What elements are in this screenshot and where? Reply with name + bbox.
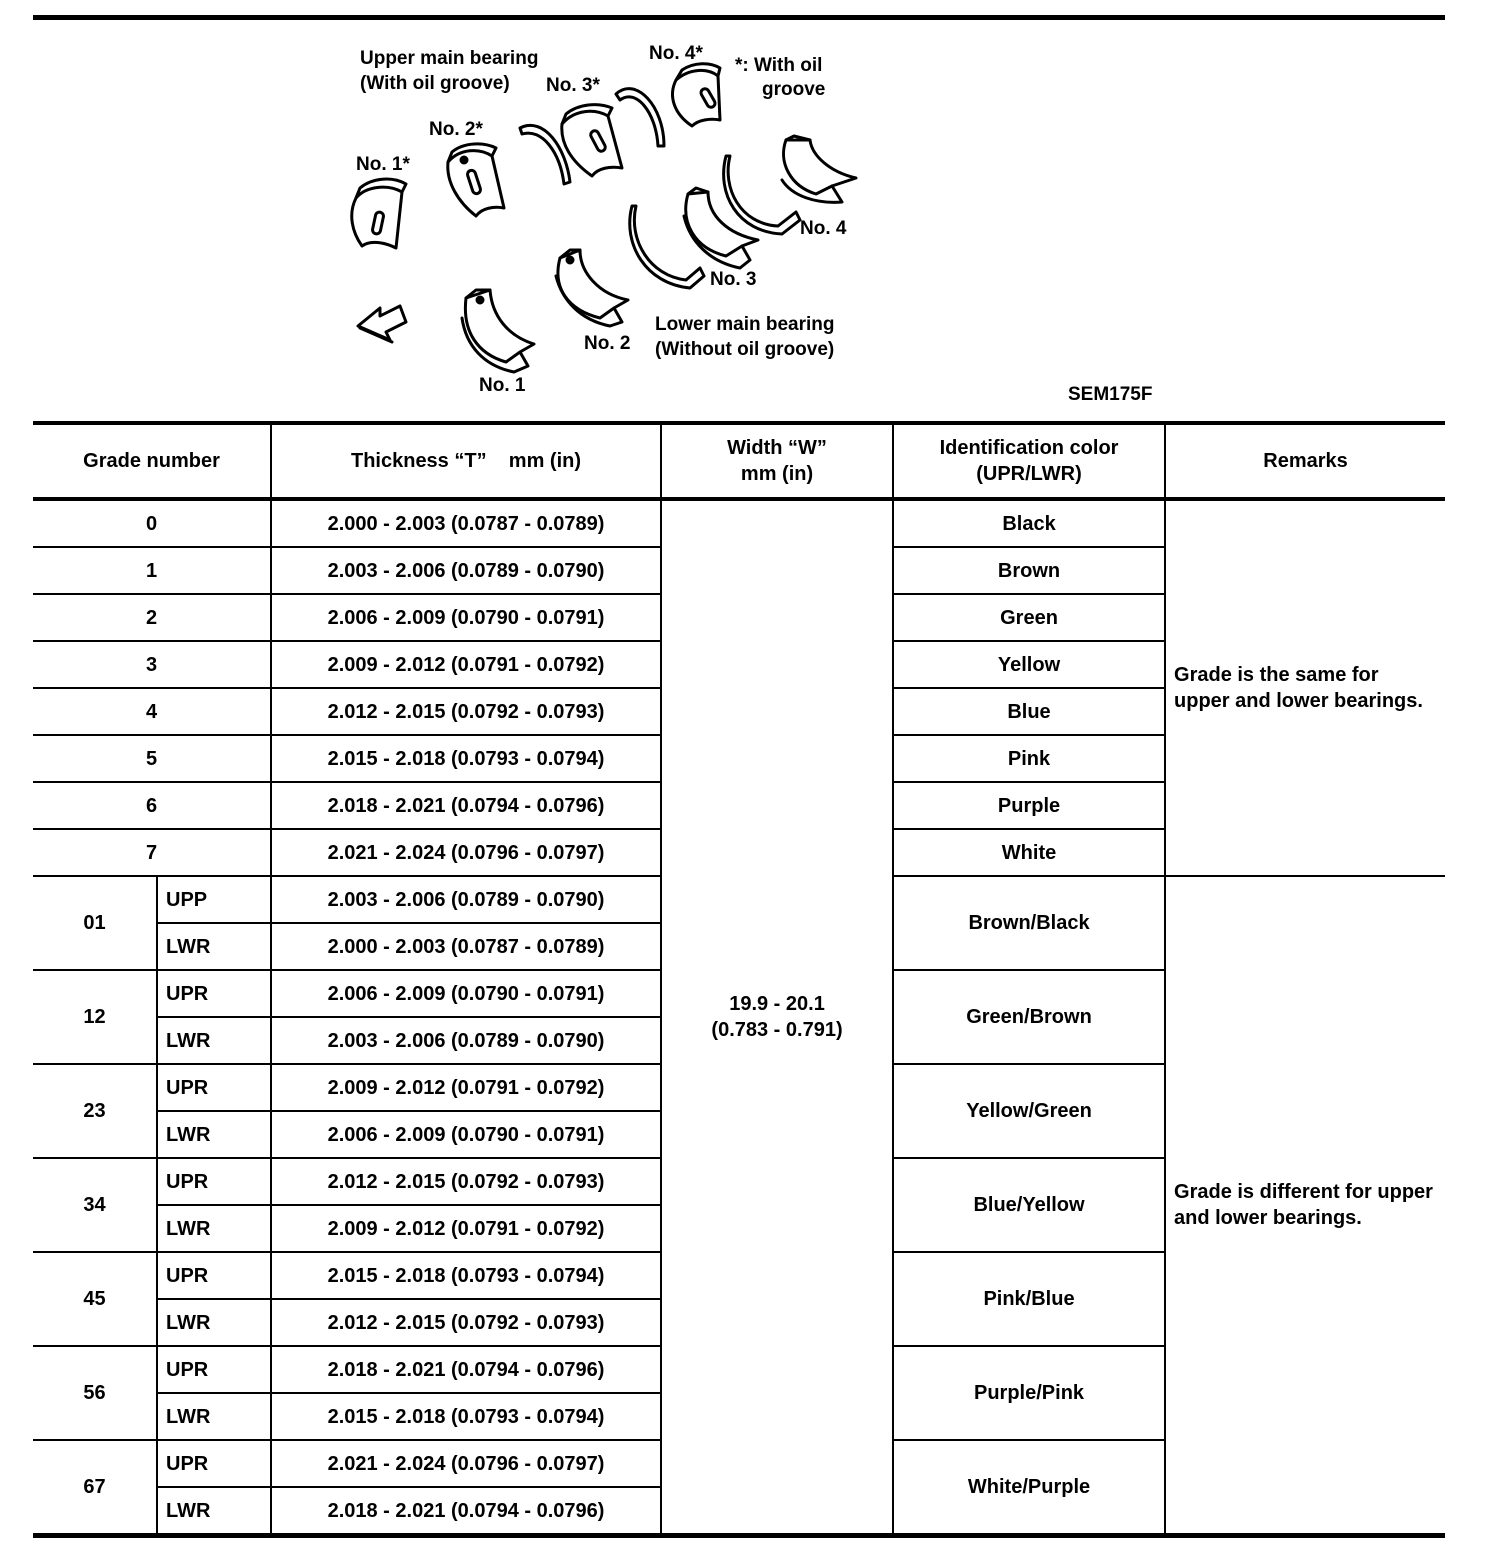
color-cell: White — [893, 829, 1165, 876]
oil-groove-note-line1: *: With oil — [735, 55, 823, 76]
thickness-cell: 2.003 - 2.006 (0.0789 - 0.0790) — [271, 876, 661, 923]
color-cell: Yellow/Green — [893, 1064, 1165, 1158]
lower-label-cell: LWR — [157, 1205, 271, 1252]
remark-different-cell: Grade is different for upper and lower bearings. — [1165, 876, 1445, 1536]
thickness-cell: 2.006 - 2.009 (0.0790 - 0.0791) — [271, 594, 661, 641]
label-lower-no2: No. 2 — [584, 333, 631, 354]
width-value-line2: (0.783 - 0.791) — [711, 1019, 843, 1041]
lower-bearing-subtitle: (Without oil groove) — [655, 339, 835, 360]
figure-code: SEM175F — [1068, 384, 1153, 405]
thickness-cell: 2.009 - 2.012 (0.0791 - 0.0792) — [271, 1205, 661, 1252]
header-remarks: Remarks — [1165, 423, 1445, 499]
thickness-cell: 2.018 - 2.021 (0.0794 - 0.0796) — [271, 1487, 661, 1536]
thickness-cell: 2.021 - 2.024 (0.0796 - 0.0797) — [271, 1440, 661, 1487]
color-cell: Brown — [893, 547, 1165, 594]
label-lower-no3: No. 3 — [710, 269, 757, 290]
grade-cell: 2 — [33, 594, 271, 641]
header-width — [661, 423, 893, 499]
header-grade-number: Grade number — [33, 423, 271, 499]
lower-label-cell: LWR — [157, 1111, 271, 1158]
grade-cell: 3 — [33, 641, 271, 688]
grade-cell: 5 — [33, 735, 271, 782]
grade-cell: 7 — [33, 829, 271, 876]
lower-label-cell: LWR — [157, 923, 271, 970]
grade-cell: 23 — [33, 1064, 157, 1158]
thickness-cell: 2.012 - 2.015 (0.0792 - 0.0793) — [271, 688, 661, 735]
label-lower-no1: No. 1 — [479, 375, 526, 396]
thickness-cell: 2.018 - 2.021 (0.0794 - 0.0796) — [271, 782, 661, 829]
lower-label-cell: LWR — [157, 1299, 271, 1346]
main-bearing-grade-table — [33, 421, 1445, 1538]
label-upper-no3: No. 3* — [546, 75, 600, 96]
label-upper-no1: No. 1* — [356, 154, 410, 175]
header-identification-color — [893, 423, 1165, 499]
thickness-cell: 2.000 - 2.003 (0.0787 - 0.0789) — [271, 499, 661, 547]
thickness-cell: 2.006 - 2.009 (0.0790 - 0.0791) — [271, 970, 661, 1017]
thickness-cell: 2.003 - 2.006 (0.0789 - 0.0790) — [271, 1017, 661, 1064]
grade-cell: 4 — [33, 688, 271, 735]
upper-bearing-no4-shell — [616, 89, 664, 146]
lower-bearing-no1 — [462, 290, 534, 372]
color-cell: White/Purple — [893, 1440, 1165, 1536]
upper-label-cell: UPR — [157, 1252, 271, 1299]
header-width-line1: Width “W” — [727, 437, 827, 459]
upper-bearing-no2 — [448, 144, 504, 216]
bearing-diagram — [330, 36, 890, 406]
lower-label-cell: LWR — [157, 1017, 271, 1064]
remark-same-cell: Grade is the same for upper and lower bearings. — [1165, 499, 1445, 876]
thickness-cell: 2.009 - 2.012 (0.0791 - 0.0792) — [271, 641, 661, 688]
thickness-cell: 2.012 - 2.015 (0.0792 - 0.0793) — [271, 1299, 661, 1346]
color-cell: Purple/Pink — [893, 1346, 1165, 1440]
oil-groove-note-line2: groove — [762, 79, 826, 100]
thickness-cell: 2.000 - 2.003 (0.0787 - 0.0789) — [271, 923, 661, 970]
color-cell: Green/Brown — [893, 970, 1165, 1064]
thickness-cell: 2.015 - 2.018 (0.0793 - 0.0794) — [271, 1393, 661, 1440]
header-color-line2: (UPR/LWR) — [976, 463, 1082, 485]
width-value-line1: 19.9 - 20.1 — [729, 993, 825, 1015]
color-cell: Blue — [893, 688, 1165, 735]
color-cell: Pink/Blue — [893, 1252, 1165, 1346]
upper-label-cell: UPR — [157, 1158, 271, 1205]
upper-label-cell: UPR — [157, 1346, 271, 1393]
upper-label-cell: UPP — [157, 876, 271, 923]
upper-label-cell: UPR — [157, 970, 271, 1017]
upper-bearing-subtitle: (With oil groove) — [360, 73, 510, 94]
thickness-cell: 2.003 - 2.006 (0.0789 - 0.0790) — [271, 547, 661, 594]
grade-cell: 1 — [33, 547, 271, 594]
header-thickness: Thickness “T” mm (in) — [271, 423, 661, 499]
label-upper-no2: No. 2* — [429, 119, 483, 140]
thickness-cell: 2.015 - 2.018 (0.0793 - 0.0794) — [271, 735, 661, 782]
color-cell: Green — [893, 594, 1165, 641]
lower-label-cell: LWR — [157, 1487, 271, 1536]
lower-bearing-no3 — [684, 188, 758, 268]
upper-label-cell: UPR — [157, 1064, 271, 1111]
header-color-line1: Identification color — [939, 437, 1119, 459]
color-cell: Brown/Black — [893, 876, 1165, 970]
grade-cell: 01 — [33, 876, 157, 970]
lower-label-cell: LWR — [157, 1393, 271, 1440]
grade-cell: 6 — [33, 782, 271, 829]
lower-bearing-title: Lower main bearing — [655, 314, 835, 335]
color-cell: Blue/Yellow — [893, 1158, 1165, 1252]
thickness-cell: 2.009 - 2.012 (0.0791 - 0.0792) — [271, 1064, 661, 1111]
label-upper-no4: No. 4* — [649, 43, 703, 64]
color-cell: Purple — [893, 782, 1165, 829]
grade-cell: 56 — [33, 1346, 157, 1440]
front-arrow-icon — [358, 306, 406, 340]
grade-cell: 45 — [33, 1252, 157, 1346]
thickness-cell: 2.018 - 2.021 (0.0794 - 0.0796) — [271, 1346, 661, 1393]
grade-cell: 0 — [33, 499, 271, 547]
color-cell: Black — [893, 499, 1165, 547]
lower-bearing-no4 — [782, 136, 856, 202]
color-cell: Yellow — [893, 641, 1165, 688]
header-width-line2: mm (in) — [740, 463, 814, 485]
width-cell — [661, 499, 893, 1536]
grade-cell: 34 — [33, 1158, 157, 1252]
upper-bearing-no4 — [673, 64, 720, 126]
upper-bearing-no3 — [562, 105, 622, 176]
upper-label-cell: UPR — [157, 1440, 271, 1487]
thickness-cell: 2.012 - 2.015 (0.0792 - 0.0793) — [271, 1158, 661, 1205]
table-body — [33, 499, 1445, 1536]
thickness-cell: 2.006 - 2.009 (0.0790 - 0.0791) — [271, 1111, 661, 1158]
grade-cell: 12 — [33, 970, 157, 1064]
top-rule — [33, 15, 1445, 20]
lower-bearing-no2 — [556, 250, 628, 326]
thickness-cell: 2.021 - 2.024 (0.0796 - 0.0797) — [271, 829, 661, 876]
grade-cell: 67 — [33, 1440, 157, 1536]
upper-bearing-title: Upper main bearing — [360, 48, 539, 69]
thickness-cell: 2.015 - 2.018 (0.0793 - 0.0794) — [271, 1252, 661, 1299]
table-header-row — [33, 423, 1445, 499]
upper-bearing-no1 — [352, 179, 406, 248]
label-lower-no4: No. 4 — [800, 218, 847, 239]
color-cell: Pink — [893, 735, 1165, 782]
table-row — [33, 499, 1445, 547]
